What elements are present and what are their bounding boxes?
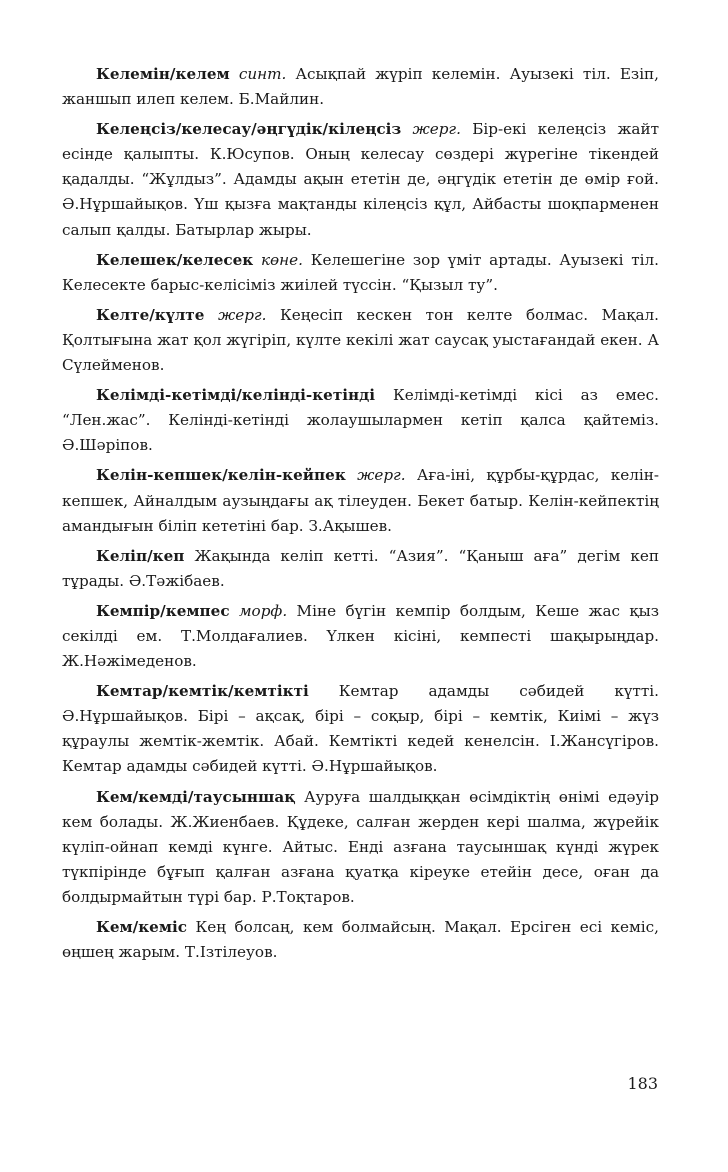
dictionary-entry [62,248,659,298]
entry-text: Жақында келіп кетті. “Азия”. “Қаныш аға” дегім кеп тұрады. Ә.Тәжібаев. [62,546,660,590]
entry-headword: Келемін/келем [96,65,230,83]
entry-text: Келешегіне зор үміт артады. Ауызекі тіл. Келесекте барыс-келісіміз жиілей түссін. “Қызыл ту”. [62,250,660,294]
dictionary-entry [62,544,659,594]
entry-headword: Кемпір/кемпес [96,601,230,620]
dictionary-entry [62,599,659,674]
entry-headword: Келте/күлте [96,305,205,324]
entry-label: жерг. [357,466,406,485]
dictionary-entry [62,303,659,378]
entry-headword: Кем/кемді/таусыншақ [96,787,296,806]
dictionary-entry [62,62,659,112]
dictionary-page [62,62,659,970]
entry-headword: Келеңсіз/келесау/әңгүдік/кілеңсіз [96,120,402,139]
dictionary-entry [62,679,659,779]
dictionary-entry [62,915,659,965]
entry-text: Кең болсаң, кем болмайсың. Мақал. Ерсіген есі кеміс, өңшең жарым. Т.Ізтілеуов. [62,918,660,962]
entry-label: морф. [238,601,288,620]
entry-label: жерг. [412,120,461,139]
entry-label: көне. [260,250,304,269]
entry-headword: Кем/кеміс [96,918,188,936]
entry-headword: Келешек/келесек [96,250,254,269]
entry-text: Бір-екі келеңсіз жайт есінде қалыпты. К.Юсупов. Оның келесау сөздері жүрегіне тікендей қадалды. “Жұлдыз”. Адамды ақын ететін де, әңгүдік ететін де өмір ғой. Ә.Нұршайықов. Үш қызға мақтанды кілеңсіз құл, Айбасты шоқпарменен салып қалды. Батырлар жыры. [62,120,660,239]
entry-label: жерг. [217,305,267,324]
entry-text: Аға-іні, құрбы-құрдас, келін-кепшек, Айналдым аузыңдағы ақ тілеуден. Бекет батыр. Келін-кейпектің амандығын біліп кететіні бар. З.Ақышев. [62,466,659,535]
entry-headword: Келіп/кеп [96,546,185,565]
entry-text: Асықпай жүріп келемін. Ауызекі тіл. Езіп, жаншып илеп келем. Б.Майлин. [62,65,660,109]
entry-headword: Келін-кепшек/келін-кейпек [96,466,346,485]
entry-text: Кемтар адамды сәбидей күтті. Ә.Нұршайықов. Бірі – ақсақ, бірі – соқыр, бірі – кемтік, Киімі – жүз құраулы жемтік-жемтік. Абай. Кемтікті кедей кенелсін. І.Жансүгіров. Кемтар адамды сәбидей күтті. Ә.Нұршайықов. [62,682,659,776]
entry-headword: Кемтар/кемтік/кемтікті [96,682,309,701]
dictionary-entry [62,117,659,242]
dictionary-entry [62,383,659,458]
entry-label: синт. [238,65,287,83]
entry-text: Ауруға шалдыққан өсімдіктің өнімі едәуір кем болады. Ж.Жиенбаев. Құдеке, салған жерден кері шалма, жүрейік күліп-ойнап кемді күнге. Айтыс. Енді азғана таусыншақ күнді жүрек түкпірінде бұғып қалған азғана қуатқа кіреуке етейін десе, оған да болдырмайтын түрі бар. Р.Тоқтаров. [62,787,659,906]
entry-text: Келімді-кетімді кісі аз емес. “Лен.жас”. Келінді-кетінді жолаушылармен кетіп қалса қайтеміз. Ә.Шәріпов. [62,386,659,455]
entry-text: Кеңесіп кескен тон келте болмас. Мақал. Қолтығына жат қол жүгіріп, күлте кекілі жат саусақ уыстағандай екен. А Сүлейменов. [62,305,660,375]
entry-headword: Келімді-кетімді/келінді-кетінді [96,386,376,405]
entry-text: Міне бүгін кемпір болдым, Кеше жас қыз секілді ем. Т.Молдағалиев. Үлкен кісіні, кемпесті шақырыңдар. Ж.Нәжімеденов. [62,601,659,671]
dictionary-entry [62,785,659,910]
page-number: 183 [627,1074,658,1093]
dictionary-entry [62,463,659,538]
